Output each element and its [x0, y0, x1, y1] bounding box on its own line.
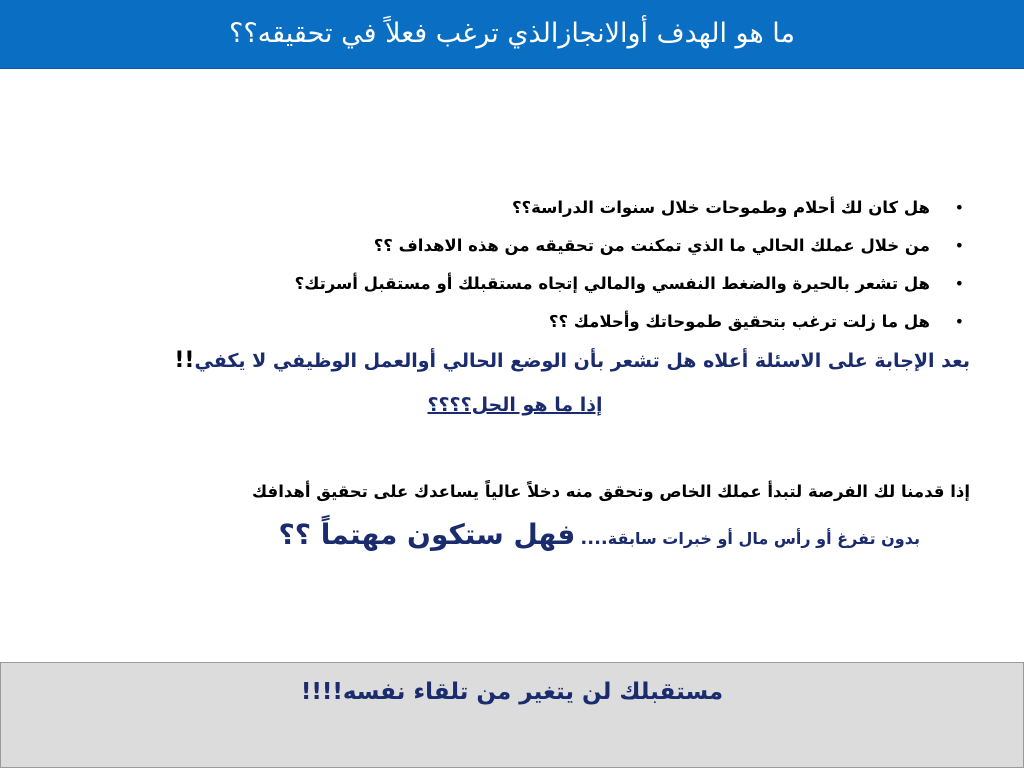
- slide-content: [60, 190, 970, 650]
- list-item: [60, 228, 970, 266]
- offer-statement: إذا قدمنا لك الفرصة لتبدأ عملك الخاص وتحقق منه دخلاً عالياً يساعدك على تحقيق أهدافك: [252, 482, 970, 501]
- answer-statement: [60, 346, 970, 376]
- question-list: [60, 190, 970, 342]
- question-text: هل تشعر بالحيرة والضغط النفسي والمالي إتجاه مستقبلك أو مستقبل أسرتك؟: [294, 274, 930, 293]
- cta-question: فهل ستكون مهتماً ؟؟: [278, 518, 576, 551]
- solution-heading: [60, 390, 970, 420]
- bullet-icon: •: [954, 198, 964, 217]
- cta-conditions: بدون تفرغ أو رأس مال أو خبرات سابقة: [607, 529, 920, 548]
- list-item: [60, 304, 970, 342]
- answer-exclaim: !!: [174, 348, 195, 373]
- slide-title: ما هو الهدف أوالانجازالذي ترغب فعلاً في تحقيقه؟؟: [228, 18, 795, 49]
- footer-slogan: مستقبلك لن يتغير من تلقاء نفسه!!!!: [300, 679, 724, 705]
- cta-dots: ....: [580, 528, 608, 549]
- answer-text: بعد الإجابة على الاسئلة أعلاه هل تشعر بأن الوضع الحالي أوالعمل الوظيفي لا يكفي: [194, 350, 970, 372]
- question-text: من خلال عملك الحالي ما الذي تمكنت من تحقيقه من هذه الاهداف ؟؟: [373, 236, 930, 255]
- list-item: [60, 190, 970, 228]
- title-bar: [0, 0, 1024, 69]
- question-text: هل ما زلت ترغب بتحقيق طموحاتك وأحلامك ؟؟: [548, 312, 930, 331]
- bullet-icon: •: [954, 236, 964, 255]
- footer-banner: [0, 662, 1024, 768]
- bullet-icon: •: [954, 312, 964, 331]
- call-to-action: [60, 518, 970, 551]
- bullet-icon: •: [954, 274, 964, 293]
- question-text: هل كان لك أحلام وطموحات خلال سنوات الدراسة؟؟: [511, 198, 930, 217]
- list-item: [60, 266, 970, 304]
- solution-text: إذا ما هو الحل؟؟؟؟: [427, 394, 603, 416]
